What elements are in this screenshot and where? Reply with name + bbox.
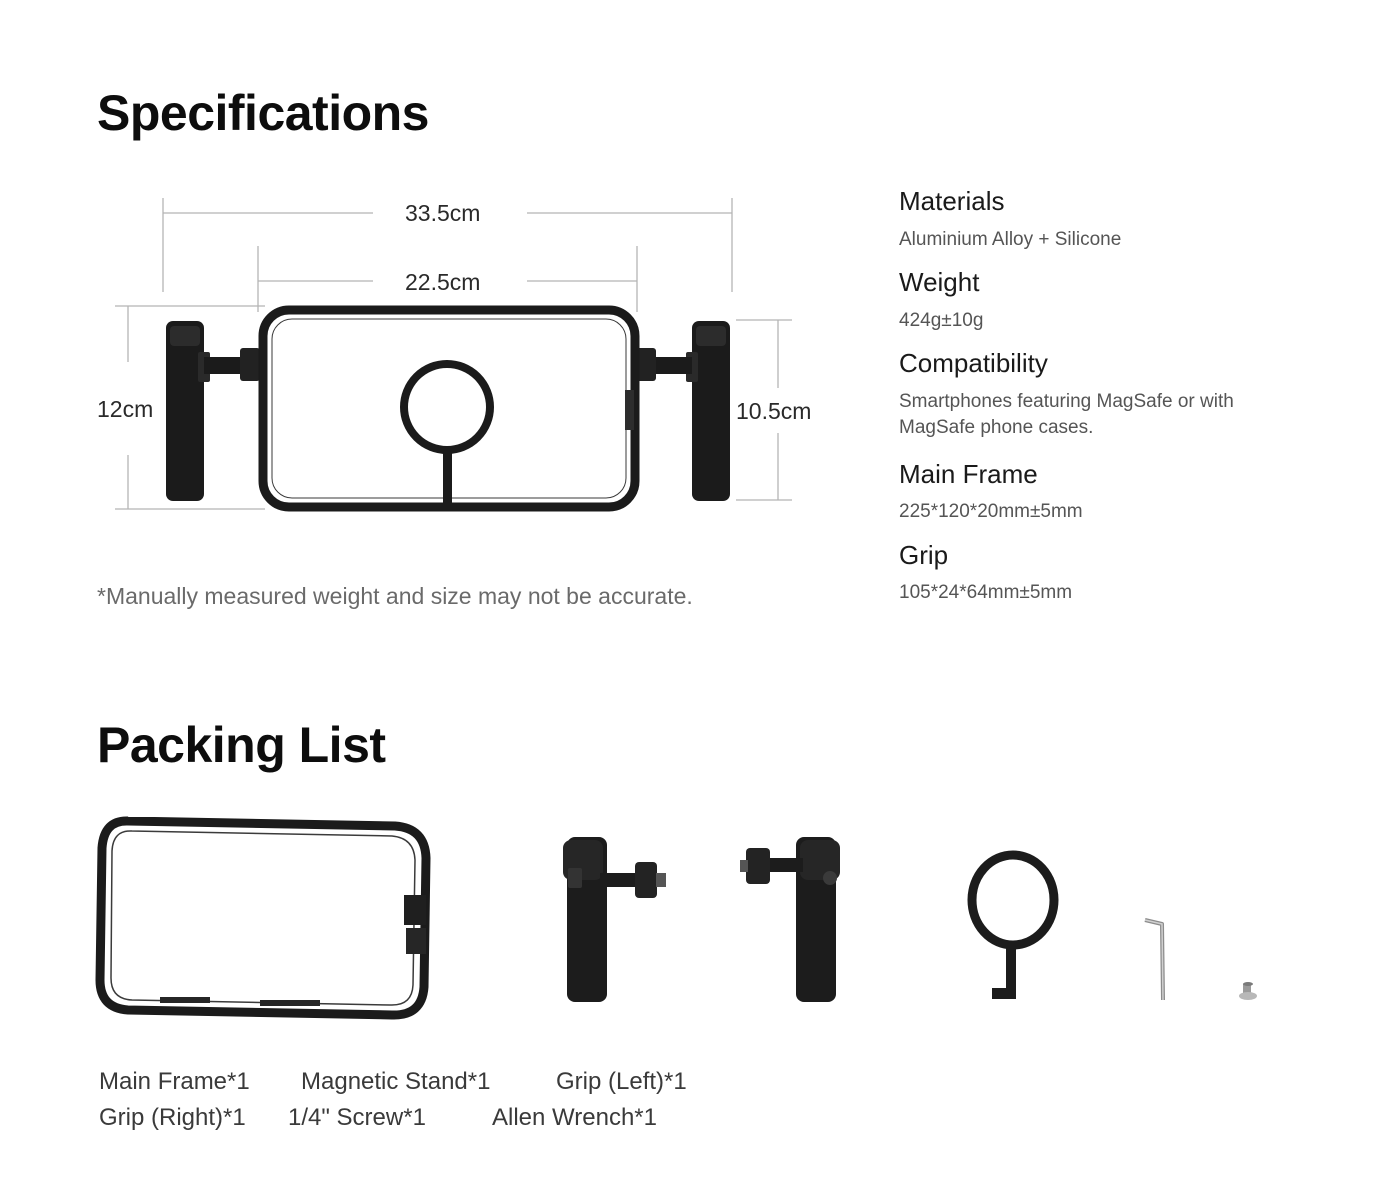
spec-value-grip: 105*24*64mm±5mm: [899, 582, 1073, 603]
packing-list-heading: Packing List: [97, 717, 386, 773]
spec-title-grip: Grip: [899, 540, 949, 570]
spec-value-compatibility-line1: Smartphones featuring MagSafe or with: [899, 391, 1234, 412]
screw-image: [1239, 982, 1257, 1000]
main-frame-image: [100, 821, 426, 1015]
packing-item-main-frame: Main Frame*1: [99, 1068, 250, 1095]
packing-item-magnetic-stand: Magnetic Stand*1: [301, 1068, 491, 1095]
measurement-note: *Manually measured weight and size may not be accurate.: [97, 583, 693, 609]
grip-left-image: [563, 837, 666, 1002]
packing-item-grip-right: Grip (Right)*1: [99, 1104, 246, 1131]
spec-value-weight: 424g±10g: [899, 310, 984, 331]
magnetic-stand-image: [972, 855, 1054, 999]
spec-title-weight: Weight: [899, 267, 980, 297]
dimension-frame-width: 22.5cm: [405, 269, 481, 295]
dimension-overall-width: 33.5cm: [405, 200, 481, 226]
packing-item-screw: 1/4" Screw*1: [288, 1104, 426, 1131]
dimension-overall-height: 12cm: [97, 396, 154, 422]
spec-title-main-frame: Main Frame: [899, 459, 1038, 489]
spec-value-compatibility-line2: MagSafe phone cases.: [899, 417, 1094, 438]
spec-title-compatibility: Compatibility: [899, 348, 1048, 378]
grip-right-image: [740, 837, 840, 1002]
specifications-heading: Specifications: [97, 85, 429, 141]
allen-wrench-image: [1145, 920, 1163, 1000]
spec-value-materials: Aluminium Alloy + Silicone: [899, 229, 1122, 250]
packing-item-allen-wrench: Allen Wrench*1: [492, 1104, 657, 1131]
spec-value-main-frame: 225*120*20mm±5mm: [899, 501, 1083, 522]
dimension-grip-height: 10.5cm: [736, 398, 812, 424]
packing-item-grip-left: Grip (Left)*1: [556, 1068, 687, 1095]
spec-title-materials: Materials: [899, 186, 1005, 216]
